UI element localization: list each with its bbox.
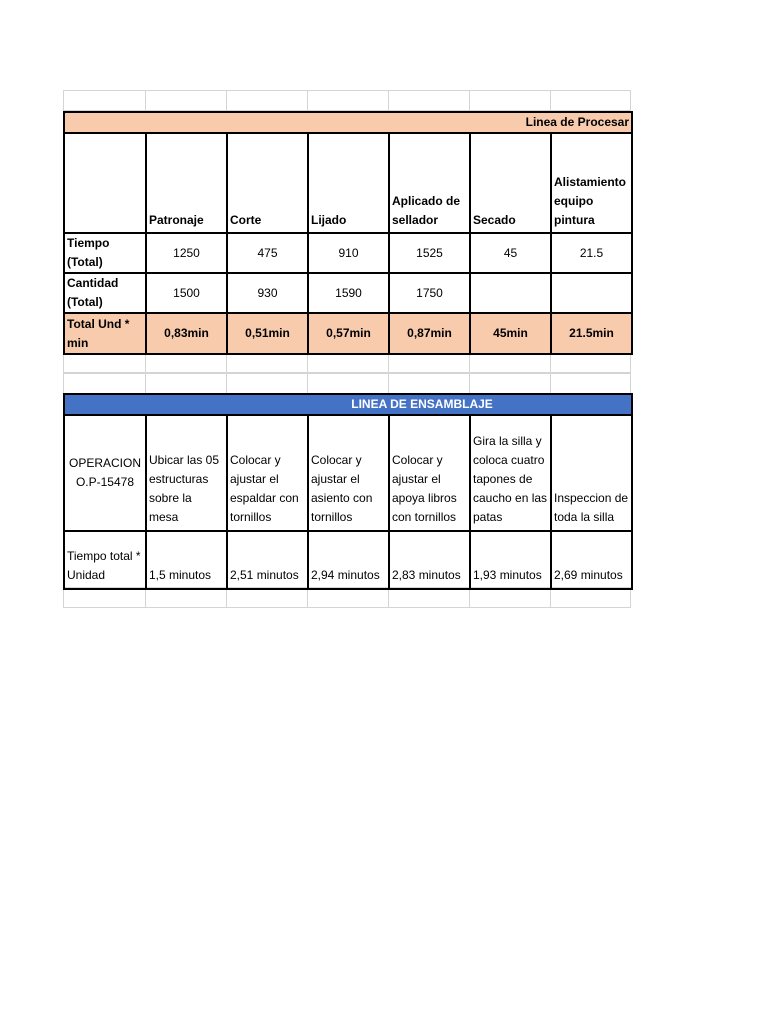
table-cell: 1525 (389, 233, 470, 273)
table-cell: 1750 (389, 273, 470, 313)
table-cell (470, 273, 551, 313)
procesar-title-row (64, 112, 632, 133)
grid-row-bottom (63, 587, 631, 608)
operation-cell: Ubicar las 05 estructuras sobre la mesa (146, 415, 227, 531)
time-cell: 2,51 minutos (227, 531, 308, 589)
table-cell: 45min (470, 313, 551, 354)
column-header: Secado (470, 133, 551, 233)
total-row (64, 313, 632, 354)
table-cell: 930 (227, 273, 308, 313)
ensamblaje-title: LINEA DE ENSAMBLAJE (64, 394, 632, 415)
grid-row-top (63, 90, 631, 111)
row-label: Tiempo (Total) (64, 233, 146, 273)
table-cell: 0,51min (227, 313, 308, 354)
time-label: Tiempo total * Unidad (64, 531, 146, 589)
row-label: Cantidad (Total) (64, 273, 146, 313)
table-cell (551, 273, 632, 313)
time-cell: 2,94 minutos (308, 531, 389, 589)
procesar-title: Linea de Procesar (64, 112, 632, 133)
operation-cell: Colocar y ajustar el espaldar con tornillos (227, 415, 308, 531)
table-cell: 910 (308, 233, 389, 273)
table-row (64, 273, 632, 313)
table-cell: 475 (227, 233, 308, 273)
column-header: Patronaje (146, 133, 227, 233)
table-cell: 21.5min (551, 313, 632, 354)
operation-cell: Inspeccion de toda la silla (551, 415, 632, 531)
table-cell: 1500 (146, 273, 227, 313)
table-cell: 0,57min (308, 313, 389, 354)
time-cell: 2,83 minutos (389, 531, 470, 589)
table-row (64, 233, 632, 273)
column-header: Aplicado de sellador (389, 133, 470, 233)
table-cell: 1590 (308, 273, 389, 313)
procesar-header-row (64, 133, 632, 233)
time-cell: 1,93 minutos (470, 531, 551, 589)
ensamblaje-title-row (64, 394, 632, 415)
table-cell: 0,87min (389, 313, 470, 354)
time-cell: 2,69 minutos (551, 531, 632, 589)
empty-header-cell (64, 133, 146, 233)
linea-procesar-table (63, 111, 633, 355)
operation-label: OPERACION O.P-15478 (64, 415, 146, 531)
times-row (64, 531, 632, 589)
operation-cell: Gira la silla y coloca cuatro tapones de caucho en las patas (470, 415, 551, 531)
table-cell: 0,83min (146, 313, 227, 354)
row-label: Total Und * min (64, 313, 146, 354)
table-cell: 45 (470, 233, 551, 273)
grid-row-gap-2 (63, 373, 631, 394)
table-cell: 1250 (146, 233, 227, 273)
column-header: Corte (227, 133, 308, 233)
operation-cell: Colocar y ajustar el asiento con tornillos (308, 415, 389, 531)
grid-row-gap-1 (63, 353, 631, 373)
table-cell: 21.5 (551, 233, 632, 273)
linea-ensamblaje-table (63, 393, 633, 590)
time-cell: 1,5 minutos (146, 531, 227, 589)
column-header: Lijado (308, 133, 389, 233)
operations-row (64, 415, 632, 531)
operation-cell: Colocar y ajustar el apoya libros con tornillos (389, 415, 470, 531)
column-header: Alistamiento equipo pintura (551, 133, 632, 233)
